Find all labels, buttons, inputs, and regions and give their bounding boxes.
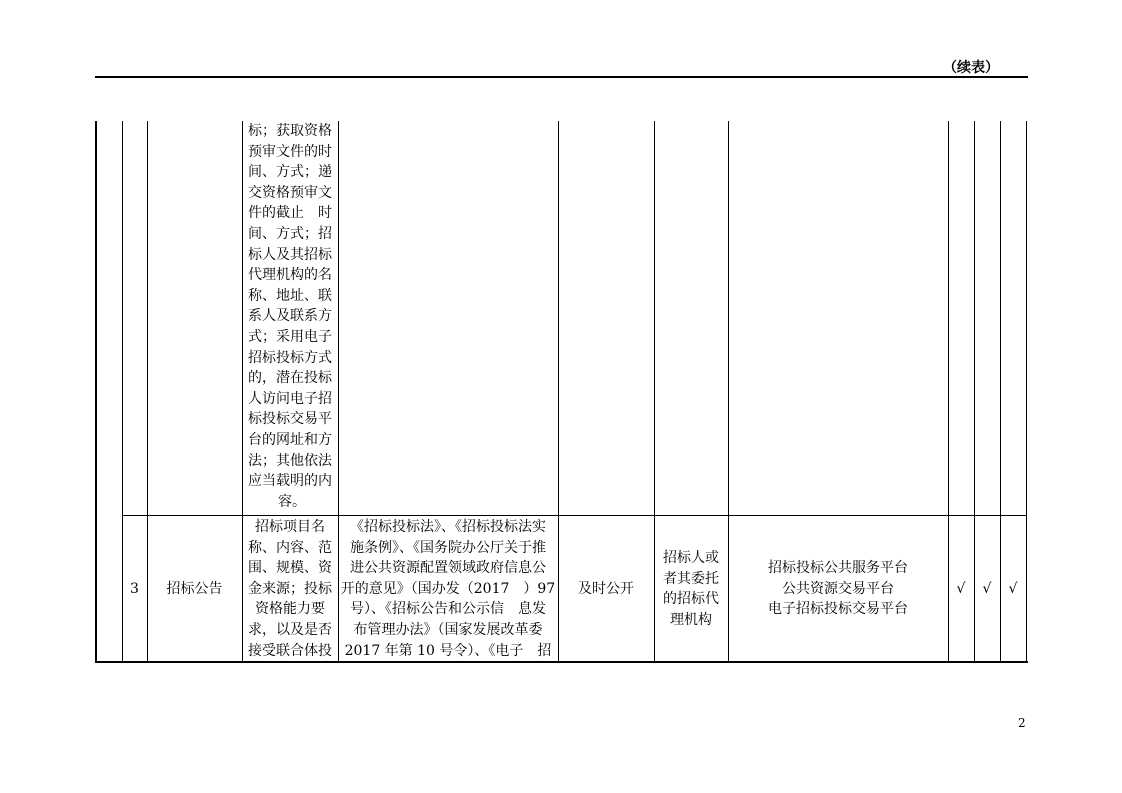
text-line: 《招标投标法》、《招标投标法实 [350,519,546,535]
table-bottom-rule [95,661,1028,663]
table-border-left [95,121,97,662]
page-number: 2 [1018,716,1026,730]
text-line: 招标项目名 [255,519,325,535]
text-line: 围、规模、资 [248,560,332,577]
text-line: 号）、《招标公告和公示信 息发 [350,601,546,618]
row-number: 3 [130,581,139,597]
text-line: 代理机构的名 [248,267,332,284]
check-mark: √ [1008,581,1018,597]
text-line: 电子招标投标交易平台 [768,601,908,618]
text-line: 间、方式；递 [248,164,332,181]
text-line: 施条例》、《国务院办公厅关于推 [350,539,546,556]
basis-cell [338,517,558,661]
text-line: 理机构 [670,611,712,628]
header-rule [95,76,1028,78]
text-line: 2017 年第 10 号令）、《电子 招 [344,642,552,659]
prev-content-cell [248,121,336,512]
text-line: 接受联合体投 [248,642,332,659]
text-line: 开的意见》（国办发（2017 ）97 [340,580,556,597]
text-line: 标投标交易平 [248,411,332,428]
text-line: 的，潜在投标 [248,370,332,387]
text-line: 布管理办法》（国家发展改革委 [353,621,543,638]
text-line: 的招标代 [663,591,719,608]
text-line: 招标投标方式 [248,349,332,366]
table-border-right [1026,121,1027,662]
text-line: 间、方式；招 [248,225,332,242]
text-line: 称、内容、范 [248,539,332,556]
text-line: 招标人或 [663,550,719,566]
channel-cell [728,558,948,620]
disclosure-table [95,121,1028,662]
item-name: 招标公告 [166,581,223,597]
text-line: 进公共资源配置领域政府信息公 [350,560,546,577]
content-cell [242,517,338,661]
text-line: 资格能力要 [255,601,325,618]
check-mark: √ [956,581,966,597]
text-line: 者其委托 [663,570,719,587]
text-line: 件的截止 时 [248,205,332,222]
text-line: 标；获取资格 [248,123,332,139]
text-line: 求，以及是否 [248,621,332,638]
check-mark: √ [982,581,992,597]
text-line: 公共资源交易平台 [782,580,894,597]
text-line: 预审文件的时 [248,143,332,160]
subject-cell [654,548,728,630]
text-line: 台的网址和方 [248,431,332,448]
time-cell: 及时公开 [578,581,634,597]
text-line: 应当载明的内 [248,473,332,490]
text-line: 系人及联系方 [248,308,332,325]
text-line: 容。 [278,493,306,510]
text-line: 标人及其招标 [248,246,332,263]
text-line: 招标投标公共服务平台 [768,560,908,576]
text-line: 交资格预审文 [248,184,332,201]
row-divider [122,515,1027,516]
text-line: 人访问电子招 [248,390,332,407]
text-line: 式；采用电子 [248,328,332,345]
continued-label: （续表） [943,60,999,76]
text-line: 法；其他依法 [248,452,332,469]
text-line: 称、地址、联 [248,287,332,304]
text-line: 金来源；投标 [248,580,332,597]
